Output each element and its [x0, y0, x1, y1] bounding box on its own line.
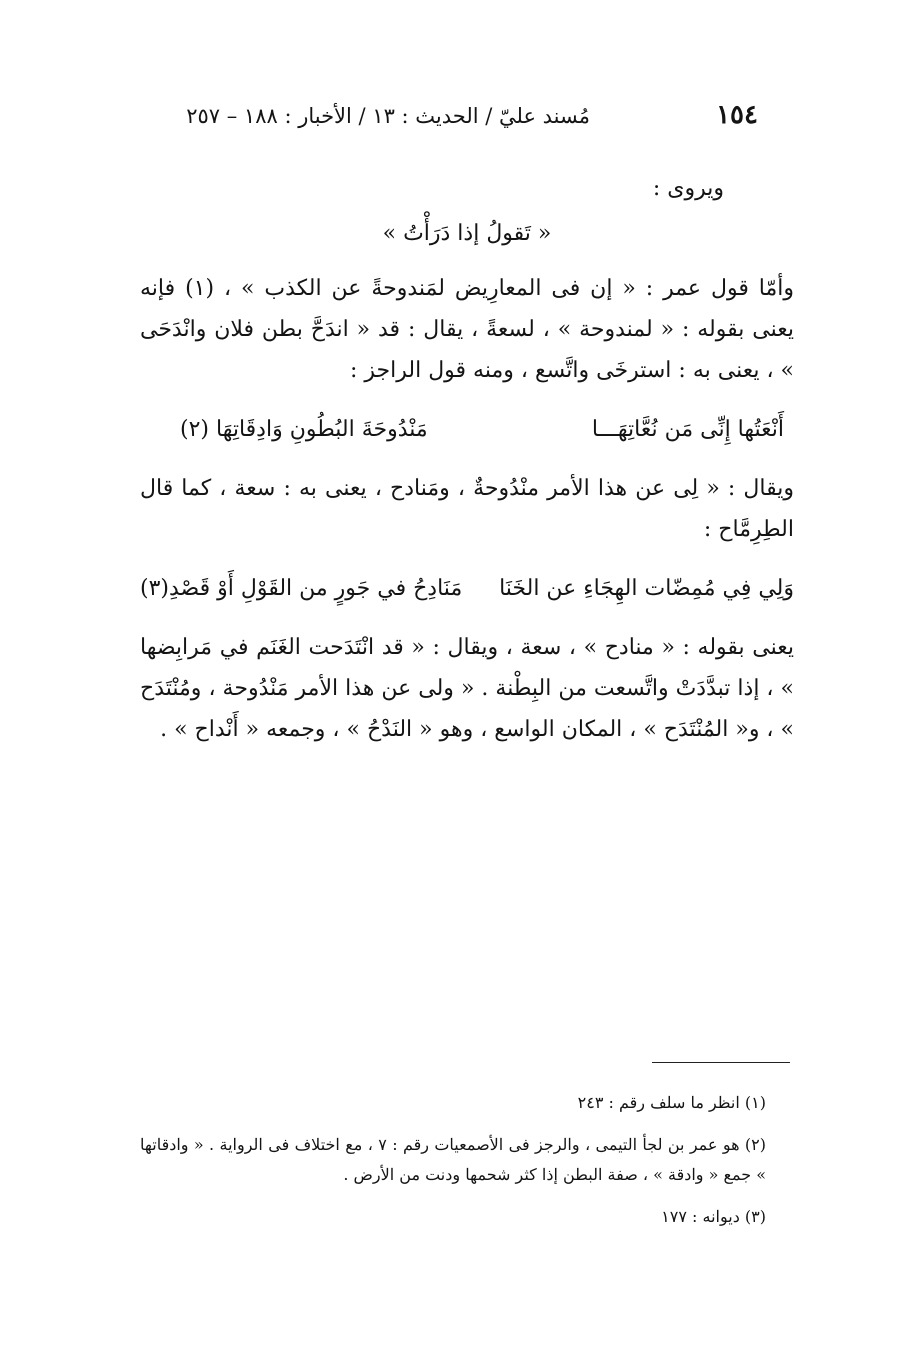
page-header [150, 100, 770, 136]
paragraph-3: يعنى بقوله : « منادح » ، سعة ، ويقال : « قد انْتَدَحت الغَنَم في مَرابِضها » ، إذا تبدَّدَتْ واتَّسعت من البِطْنة . « ولى عن هذا الأمر مَنْدُوحة ، ومُنْتَدَح » ، و« المُنْتَدَح » ، المكان الواسع ، وهو « النَدْحُ » ، وجمعه « أَنْداح » . [140, 635, 794, 742]
intro-line: ويروى : [652, 176, 724, 201]
footnotes [140, 1088, 794, 1244]
verse-2-first-hemistich: وَلِي فِي مُمِضّات الهِجَاءِ عن الخَنَا [499, 576, 794, 601]
footnote-3: (٣) ديوانه : ١٧٧ [661, 1207, 766, 1226]
verse-1-first-hemistich: أَنْعَتُها إِنِّى مَن نُعَّاتِهَـــا [591, 417, 784, 442]
verse-2-second-hemistich: مَنَادِحُ في جَورٍ من القَوْلِ أَوْ قَصْدِ(٣) [140, 576, 463, 601]
main-text [140, 168, 794, 768]
running-head: مُسند عليّ / الحديث : ١٣ / الأخبار : ١٨٨ – ٢٥٧ [186, 104, 590, 128]
verse-1-second-hemistich: مَنْدُوحَةَ البُطُونِ وَادِقَاتِهَا (٢) [180, 417, 428, 442]
verse-2 [140, 568, 794, 609]
paragraph-1: وأمّا قول عمر : « إن فى المعارِيض لمَندوحةً عن الكذب » ، (١) فإنه يعنى بقوله : « لمندوحة » ، لسعةً ، يقال : قد « اندَحَّ بطن فلان وانْدَحَى » ، يعنى به : استرخَى واتَّسع ، ومنه قول الراجز : [140, 276, 794, 383]
paragraph-2: ويقال : « لِى عن هذا الأمر منْدُوحةٌ ، ومَنادح ، يعنى به : سعة ، كما قال الطِرِمَّاح : [140, 476, 794, 542]
page-number: ١٥٤ [716, 100, 758, 130]
footnote-divider [652, 1062, 790, 1063]
verse-1 [140, 409, 794, 450]
footnote-2: (٢) هو عمر بن لجأ التيمى ، والرجز فى الأصمعيات رقم : ٧ ، مع اختلاف فى الرواية . « وادقاتها » جمع « وادقة » ، صفة البطن إذا كثر شحمها ودنت من الأرض . [140, 1135, 767, 1184]
footnote-1: (١) انظر ما سلف رقم : ٢٤٣ [577, 1093, 766, 1112]
quoted-phrase: « تَقولُ إذا دَرَأْتُ » [382, 221, 552, 246]
